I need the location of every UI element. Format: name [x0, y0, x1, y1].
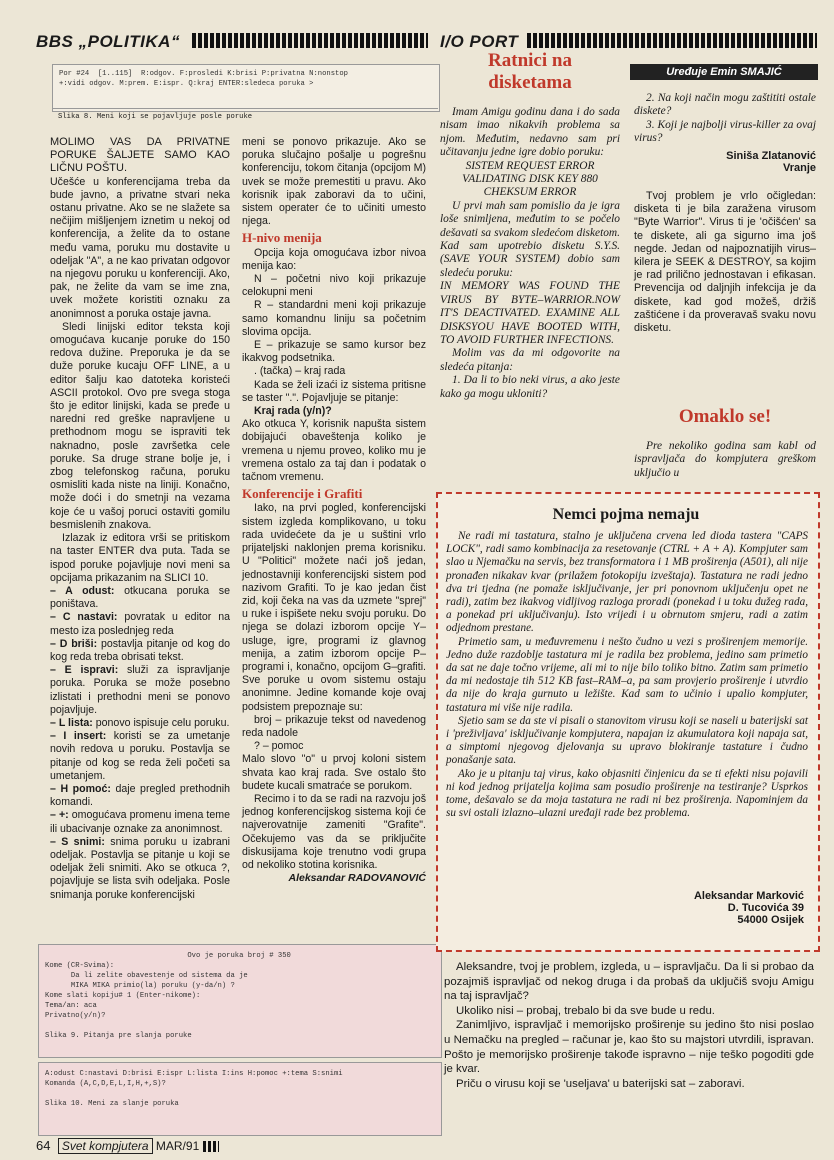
menu-level-n: N – početni nivo koji prikazuje celokupni meni	[242, 273, 426, 299]
caption-slika-8: Slika 8. Meni koji se pojavljuje posle poruke	[52, 108, 438, 125]
paragraph: Ukoliko nisi – probaj, trebalo bi da sve bude u redu.	[456, 1004, 715, 1017]
virus-message: IN MEMORY WAS FOUND THE VIRUS BY BYTE–WARRIOR.NOW IT'S DEACTIVATED. EXAMINE ALL DISKSYOU HAVE BOOTED WITH, TO AVOID FURTHER INFECTIONS.	[440, 280, 620, 346]
paragraph: meni se ponovo prikazuje. Ako se poruka slučajno pošalje u pogrešnu konferenciju, tokom čitanja (opcijom M) uvek se može premestiti u pravu. Ako korisnik ipak zaboravi da to učini, sistem operater će to učiniti umesto njega.	[242, 136, 426, 228]
omaklo-text: Pre nekoliko godina sam kabl od ispravljača do kompjutera greškom uključio u	[634, 440, 816, 479]
question: 3. Koji je najbolji virus-killer za ovaj virus?	[634, 118, 816, 145]
paragraph: Sjetio sam se da ste vi pisali o stanovitom virusu koji se naseli u baterijski sat i 'preživljava' isključivanje kompjutera, napajan iz akumulatora koji napaja sat, a simptomi njegovog djelovanja su upravo blokiranje tastature i čudno ponašanje sata.	[446, 714, 808, 767]
list-item: – D briši: postavlja pitanje od kog do kog reda treba obrisati tekst.	[50, 637, 230, 663]
caption-slika-9: Slika 9. Pitanja pre slanja poruke	[45, 1032, 192, 1040]
paragraph: Ako otkuca Y, korisnik napušta sistem dobijajući obaveštenja koliko je vremena u njemu proveo, koliko mu je vremena ostalo za taj dan i podatak o tačnom vremenu.	[242, 418, 426, 484]
letter-text	[446, 530, 808, 820]
paragraph: Priču o virusu koji se 'useljava' u baterijski sat – zaboravi.	[456, 1077, 745, 1090]
caption-slika-10: Slika 10. Meni za slanje poruka	[45, 1100, 179, 1108]
error-message: SISTEM REQUEST ERROR VALIDATING DISK KEY 880 CHEKSUM ERROR	[462, 159, 598, 199]
paragraph: Ne radi mi tastatura, stalno je uključena crvena led dioda tastera "CAPS LOCK", radi samo kombinacija za resetovanje (CTRL + A + A). Kompjuter sam slao u Njemačku na servis, bez transformatora i 1 MB proširenja (A501), ali nije pronađen nikakav kvar (prilažem fotokopiju izveštaja). Tastatura ne radi jedno dva tri tjedna (ne pomaže isključivanje, jer pri ponovnom uključenju opet ne radi), zatim bez ikakvog vidljivog razloga proradi (ponekad i u toku dužeg rada, a ponekad pri uključivanju). Isto vrijedi i u obrnutom smjeru, radi a zatim odjednom prestane.	[446, 530, 808, 635]
paragraph: Primetio sam, u međuvremenu i nešto čudno u vezi s proširenjem memorije. Jedno duže razdoblje tastatura mi je radila bez problema, jedino sam primetio da sat ne daje točno vrijeme, ali mi to nije bilo toliko bitno. Zatim sam primetio da mi nedostaje tih 512 KB fast–RAM–a, pa sam provjerio proširenje i utvrdio da nije do kraja gurnuto u ležište. Kad sam to učinio i upalio kompjuter, tastatura mi više nije radila.	[446, 635, 808, 714]
article-title-omaklo: Omaklo se!	[678, 406, 772, 427]
menu-level-dot: . (tačka) – kraj rada	[254, 365, 346, 378]
paragraph: Izlazak iz editora vrši se pritiskom na taster ENTER dva puta. Tada se ispod poruke pojavljuje novi meni sa opcijama prikazanim na SLICI 10.	[50, 532, 230, 584]
footer-bar	[203, 1141, 219, 1152]
magazine-name: Svet kompjutera	[58, 1138, 153, 1154]
editor-reply	[444, 960, 814, 1091]
lead-text: MOLIMO VAS DA PRIVATNE PORUKE ŠALJETE SAMO KAO LIČNU POŠTU.	[50, 136, 230, 175]
list-item: – E ispravi: služi za ispravljanje poruka. Poruka se može posebno izlistati i prethodni meni se ponovo pojavljuje.	[50, 664, 230, 716]
list-item: – S snimi: snima poruku u izabrani odeljak. Postavlja se pitanje u koji se odeljak želi snimiti. Ako se otkuca ?, pojavljuje se lista svih odeljaka. Posle snimanja poruke konferencijski	[50, 835, 230, 901]
editor-answer: Tvoj problem je vrlo očigledan: disketa ti je bila zaražena virusom "Byte Warrior". Virus ti je 'očišćen' sa te diskete, ali ga sigurno ima još negde. Jedan od najpoznatijih virus–kilera je SEEK & DESTROY, sa kojim je rad prilično jednostavan i efikasan. Prevencija od daljnjih infekcija je da diskete, kad god možeš, držiš zaštićene i da proveravaš svaku novu disketu.	[634, 190, 816, 335]
paragraph: Iako, na prvi pogled, konferencijski sistem izgleda komplikovano, u toku rada uvidećete da je u suštini vrlo prijateljski naklonjen prema korisniku. U "Politici" možete naći još jedan, jednostavniji konferencijski sistem pod nazivom Grafiti. To je kao jedan čist zid, koji čeka na vas da uzmete "sprej" u ruke i ispišete neku svoju poruku. Do njega se dolazi izborom opcije Y–usluge, igre, programi iz glavnog menija, a zatim izborom opcije P–programi i, konačno, opcijom G–grafiti. Sve poruke u ovom sistemu ostaju anonimne. Jedine komande koje ovaj podsistem prepoznaje su:	[242, 502, 426, 713]
paragraph: Zanimljivo, ispravljač i memorijsko proširenje su jedino što nisi poslao u Nemačku na pregled – računar je, kao što su majstori utvrdili, ispravan. Pošto je memorijsko proširenje takođe ispravno – nije teško pogoditi gde je kvar.	[444, 1019, 814, 1076]
article-column-2	[242, 136, 426, 885]
question: 1. Da li to bio neki virus, a ako jeste kako ga mogu ukloniti?	[440, 374, 620, 400]
issue-date: MAR/91	[155, 1139, 200, 1153]
menu-level-e: E – prikazuje se samo kursor bez ikakvog podsetnika.	[242, 339, 426, 365]
signature-zlatanovic: Siniša Zlatanović Vranje	[726, 150, 816, 174]
list-item: – H pomoć: daje pregled prethodnih komandi.	[50, 782, 231, 809]
paragraph: Učešće u konferencijama treba da bude javno, a privatne stvari neka ostanu privatne. Ako se ne slažete sa nečijim mišljenjem iznetim u nekoj od konferencija, a želite da to ostane među vama, poruku mu dostavite u odeljak "A", a ne kao privatan odgovor na njegovu poruku u konferenciji. Ako, pak, ne želite da vam se ime zna, uvek možete koristiti oznaku za anonimnost a poruka ostaje javna.	[50, 175, 230, 320]
list-item: – C nastavi: povratak u editor na mesto iza poslednjeg reda	[50, 611, 230, 637]
screen-line: Por #24 [1..115] R:odgov. F:prosledi K:brisi P:privatna N:nonstop	[59, 70, 348, 78]
paragraph: Recimo i to da se radi na razvoju još jednog konferencijskog sistema koji će najverovatnije zameniti "Grafite". Očekujemo vas da se priključite diskusijama koje trenutno vodi grupa od nekoliko stotina korisnika.	[242, 792, 426, 871]
ratnici-column-2	[634, 92, 816, 146]
paragraph: Aleksandre, tvoj je problem, izgleda, u – ispravljaču. Da li si probao da pozajmiš ispravljač od nekog druga i da probaš da uključiš svoju Amigu na taj ispravljač?	[444, 961, 814, 1003]
list-item: – A odust: otkucana poruka se poništava.	[50, 584, 230, 611]
article-title-ratnici: Ratnici na disketama	[488, 50, 572, 93]
page-footer	[36, 1138, 219, 1153]
screenshot-slika-8	[52, 64, 440, 112]
list-item: – I insert: koristi se za umetanje novih redova u poruku. Postavlja se pitanje od kog se reda želi početi sa umetanjem.	[50, 730, 230, 782]
paragraph: Opcija koja omogućava izbor nivoa menija kao:	[242, 246, 426, 272]
header-bar-left	[192, 33, 428, 48]
subheading-konferencije: Konferencije i Grafiti	[242, 486, 363, 502]
author: Aleksandar RADOVANOVIĆ	[288, 872, 426, 885]
editor-credit: Uređuje Emin SMAJIĆ	[630, 64, 818, 80]
list-item: – +: omogućava promenu imena teme ili ubacivanje oznake za anonimnost.	[50, 809, 230, 835]
screenshot-slika-10: A:odust C:nastavi D:brisi E:ispr L:lista I:ins H:pomoc +:tema S:snimi Komanda (A,C,D,E,L,I,H,+,S)? Slika 10. Meni za slanje poruka	[38, 1062, 442, 1136]
paragraph: Malo slovo "o" u prvoj koloni sistem shvata kao kraj rada. Sve ostalo što budete kucali smatraće se porukom.	[242, 753, 426, 792]
screen-line: +:vidi odgov. M:prem. E:ispr. Q:kraj ENTER:sledeca poruka >	[59, 80, 314, 88]
signature-markovic: Aleksandar Marković D. Tucovića 39 54000 Osijek	[693, 890, 804, 926]
paragraph: Ako je u pitanju taj virus, kako objasniti činjenicu da se ti efekti nisu pojavili ni kod jednog prijatelja kojima sam posudio proširenje na testiranje? Usprkos tome, dešavalo se da moja tastatura ne radi ni bez proširenja. Napominjem da su svi ostali izlazno–ulazni uređaji rade bez problema.	[446, 767, 808, 820]
paragraph: Imam Amigu godinu dana i do sada nisam imao nikakvih problema sa njom. Međutim, nedavno sam pri učitavanju jedne igre dobio poruku:	[440, 106, 620, 159]
ratnici-column-1	[440, 106, 620, 401]
article-title-nemci: Nemci pojma nemaju	[552, 506, 700, 523]
paragraph: Sledi linijski editor teksta koji omogućava kucanje poruke do 150 redova dužine. Preporuka je da se duže poruke kucaju OFF LINE, a u editor šalju kao datoteka koristeći ASCII protokol. Ovo pre svega stoga što je editor linijski, kada se pređe u naredni red greške napravljene u prethodnom mogu se ispraviti tek naknadno, posle završetka cele poruke. Sa druge strane bolje je, i zbog telefonskog računa, poruku osmisliti kada niste na liniji. Konačno, može doći i do smetnji na vezama koje će u vašoj poruci ostaviti gomilu besmislenih znakova.	[50, 320, 230, 531]
menu-level-r: R – standardni meni koji prikazuje samo komandnu liniju sa početnim slovima opcija.	[242, 299, 426, 338]
question: 2. Na koji način mogu zaštititi ostale diskete?	[634, 92, 816, 118]
exit-prompt: Kraj rada (y/n)?	[254, 405, 332, 418]
header-bar-right	[527, 33, 817, 48]
paragraph: Molim vas da mi odgovorite na sledeća pitanja:	[440, 347, 620, 373]
section-header-io-port: I/O PORT	[440, 32, 519, 51]
paragraph: Kada se želi izaći iz sistema pritisne se taster ".". Pojavljuje se pitanje:	[242, 378, 426, 404]
grafiti-command: broj – prikazuje tekst od navedenog reda nadole	[242, 713, 426, 739]
screenshot-slika-9: Ovo je poruka broj # 350 Kome (CR-Svima): Da li zelite obavestenje od sistema da je MIKA MIKA primio(la) poruku (y-da/n) ? Kome slati kopiju# 1 (Enter-nikome): Tema/an: aca Privatno(y/n)? Slika 9. Pitanja pre slanja poruke	[38, 944, 442, 1058]
page-number: 64	[36, 1138, 51, 1153]
section-header-bbs: BBS „POLITIKA“	[36, 32, 180, 51]
grafiti-command: ? – pomoc	[254, 740, 304, 753]
list-item: – L lista: ponovo ispisuje celu poruku.	[50, 716, 230, 729]
paragraph: U prvi mah sam pomislio da je igra loše snimljena, međutim to se počelo dešavati sa svakom sledećom disketom. Kad sam upotrebio disketu S.Y.S. (SAVE YOUR SYSTEM) dobio sam sledeću poruku:	[440, 199, 620, 279]
subheading-h-nivo: H-nivo menija	[242, 230, 322, 246]
article-column-1	[50, 136, 230, 902]
